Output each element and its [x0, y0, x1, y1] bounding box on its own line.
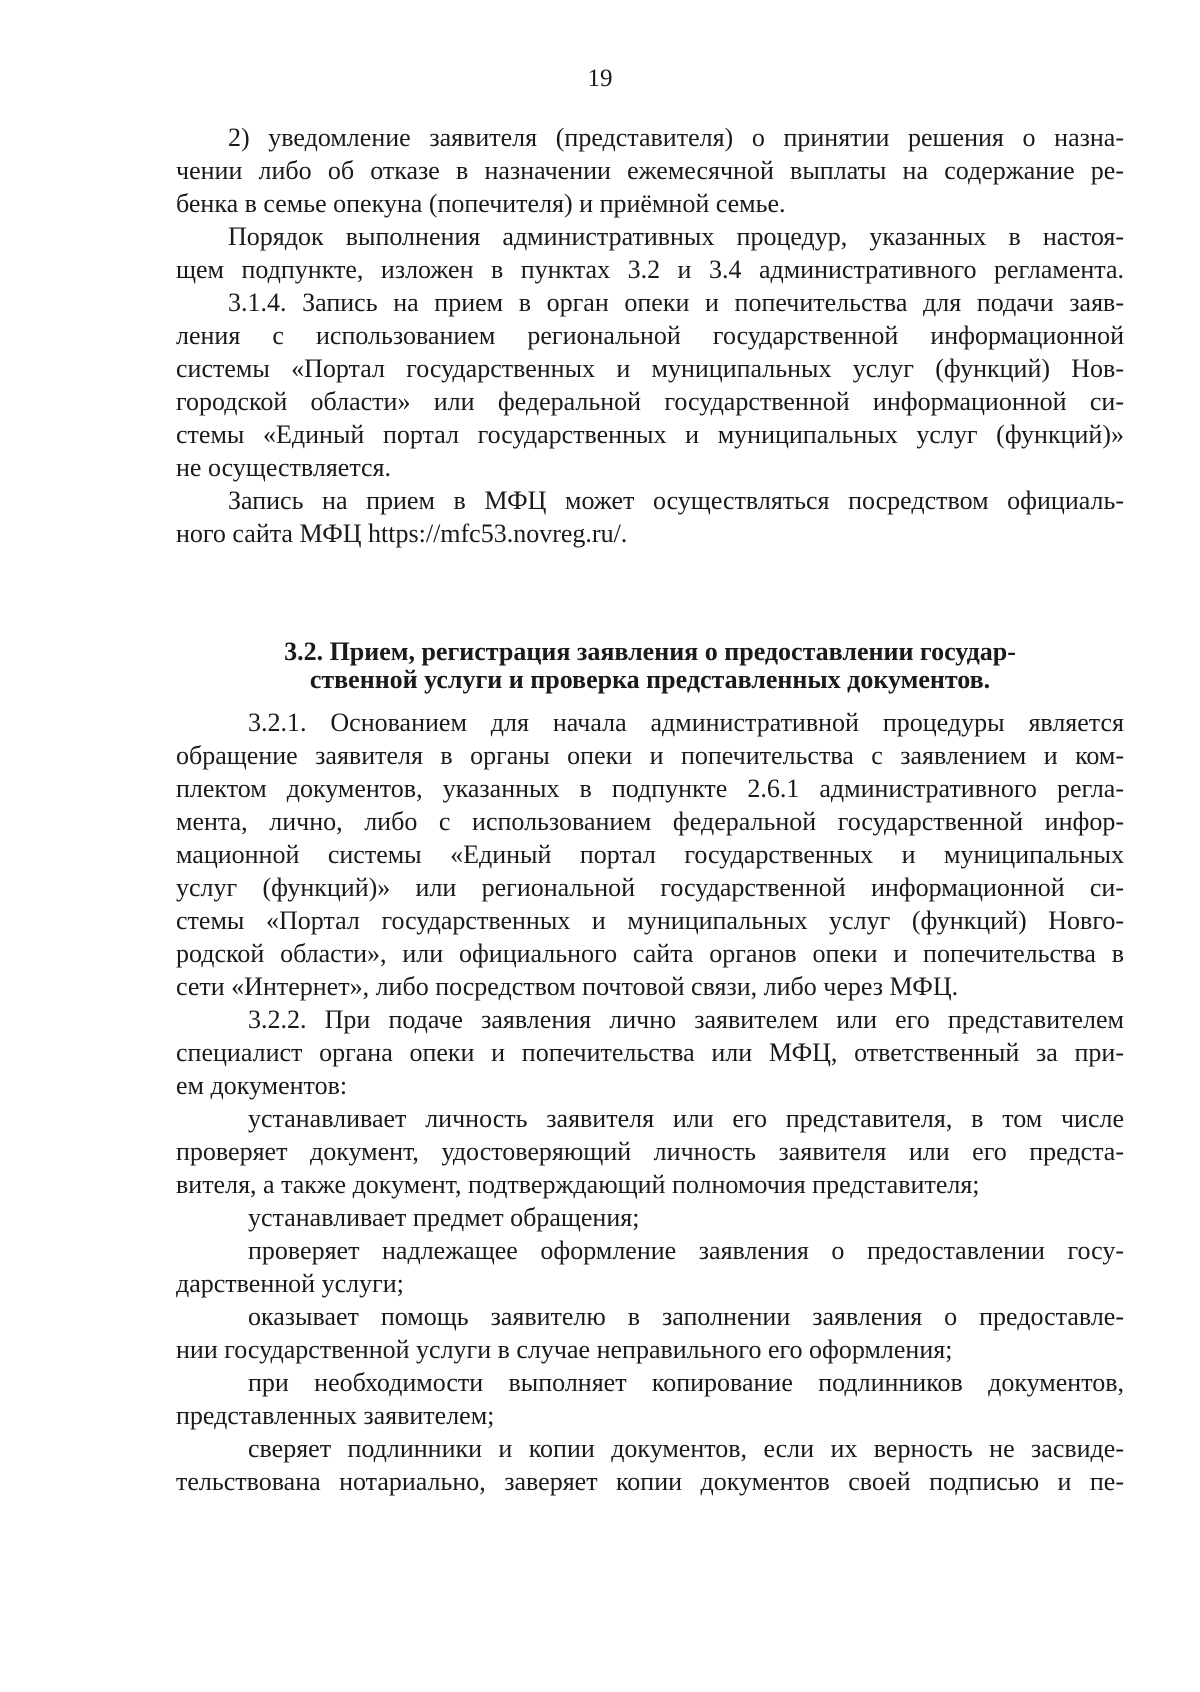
heading-line: ственной услуги и проверка представленных документов.	[309, 665, 991, 694]
text-line: мента, лично, либо с использованием федеральной государственной инфор-	[176, 807, 1124, 836]
text-line: стемы «Единый портал государственных и муниципальных услуг (функций)»	[176, 420, 1124, 449]
text-line: устанавливает личность заявителя или его представителя, в том числе	[248, 1104, 1124, 1133]
text-line: системы «Портал государственных и муниципальных услуг (функций) Нов-	[176, 354, 1124, 383]
text-line: щем подпункте, изложен в пунктах 3.2 и 3.4 административного регламента.	[176, 255, 1124, 284]
text-line: сети «Интернет», либо посредством почтовой связи, либо через МФЦ.	[176, 972, 959, 1001]
text-line: городской области» или федеральной государственной информационной си-	[176, 387, 1124, 416]
text-line: нии государственной услуги в случае неправильного его оформления;	[176, 1335, 953, 1364]
paragraphs-section-3-1	[176, 121, 1124, 550]
text-line: проверяет документ, удостоверяющий личность заявителя или его предста-	[176, 1137, 1124, 1166]
text-line: тельствована нотариально, заверяет копии документов своей подписью и пе-	[176, 1467, 1124, 1496]
text-line: мационной системы «Единый портал государственных и муниципальных	[176, 840, 1124, 869]
text-line: вителя, а также документ, подтверждающий полномочия представителя;	[176, 1170, 980, 1199]
text-line: при необходимости выполняет копирование подлинников документов,	[248, 1368, 1124, 1397]
text-line: ления с использованием региональной государственной информационной	[176, 321, 1124, 350]
text-line: родской области», или официального сайта органов опеки и попечительства в	[176, 939, 1124, 968]
text-line: 2) уведомление заявителя (представителя) о принятии решения о назна-	[228, 123, 1124, 152]
text-line: 3.2.1. Основанием для начала административной процедуры является	[248, 708, 1124, 737]
paragraphs-section-3-2	[176, 706, 1124, 1498]
text-line: дарственной услуги;	[176, 1269, 404, 1298]
heading-line: 3.2. Прием, регистрация заявления о предоставлении государ-	[284, 637, 1016, 666]
text-line: сверяет подлинники и копии документов, если их верность не засвиде-	[248, 1434, 1124, 1463]
page-number: 19	[587, 65, 613, 92]
text-line: услуг (функций)» или региональной государственной информационной си-	[176, 873, 1124, 902]
text-line: ем документов:	[176, 1071, 348, 1100]
section-heading-3-2	[176, 638, 1124, 694]
text-line: 3.1.4. Запись на прием в орган опеки и попечительства для подачи заяв-	[228, 288, 1124, 317]
text-line: представленных заявителем;	[176, 1401, 495, 1430]
text-line: ного сайта МФЦ https://mfc53.novreg.ru/.	[176, 519, 628, 548]
text-line: стемы «Портал государственных и муниципальных услуг (функций) Новго-	[176, 906, 1124, 935]
text-line: проверяет надлежащее оформление заявления о предоставлении госу-	[248, 1236, 1124, 1265]
text-line: плектом документов, указанных в подпункте 2.6.1 административного регла-	[176, 774, 1124, 803]
text-line: Порядок выполнения административных процедур, указанных в настоя-	[228, 222, 1124, 251]
text-line: бенка в семье опекуна (попечителя) и приёмной семье.	[176, 189, 786, 218]
text-line: специалист органа опеки и попечительства или МФЦ, ответственный за при-	[176, 1038, 1124, 1067]
text-line: чении либо об отказе в назначении ежемесячной выплаты на содержание ре-	[176, 156, 1124, 185]
text-line: обращение заявителя в органы опеки и попечительства с заявлением и ком-	[176, 741, 1124, 770]
text-line: Запись на прием в МФЦ может осуществляться посредством официаль-	[228, 486, 1124, 515]
text-line: устанавливает предмет обращения;	[248, 1203, 640, 1232]
text-line: оказывает помощь заявителю в заполнении заявления о предоставле-	[248, 1302, 1124, 1331]
text-line: не осуществляется.	[176, 453, 391, 482]
text-line: 3.2.2. При подаче заявления лично заявителем или его представителем	[248, 1005, 1124, 1034]
